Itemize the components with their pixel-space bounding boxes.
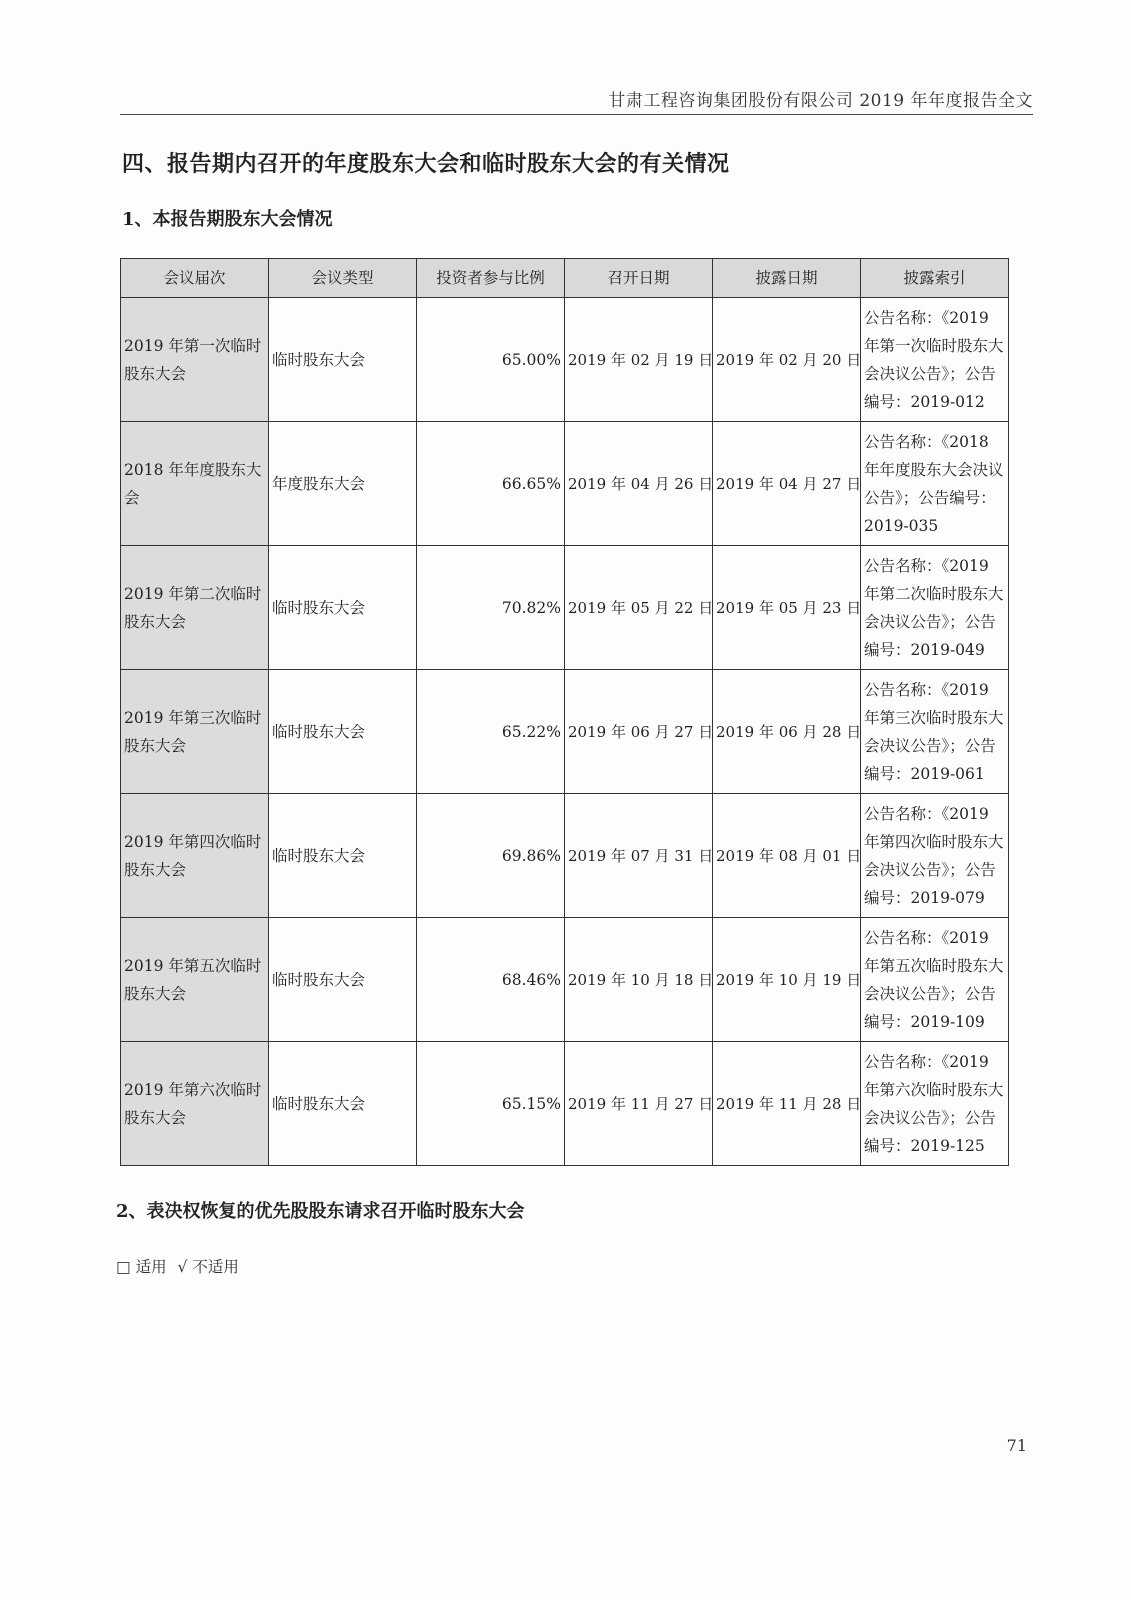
cell-ratio: 69.86% <box>417 794 565 918</box>
cell-disclosure-date: 2019 年 05 月 23 日 <box>713 546 861 670</box>
table-row <box>121 670 1009 794</box>
cell-held-date: 2019 年 05 月 22 日 <box>565 546 713 670</box>
cell-session: 2019 年第六次临时股东大会 <box>121 1042 269 1166</box>
cell-type: 年度股东大会 <box>269 422 417 546</box>
header-held-date: 召开日期 <box>565 259 713 298</box>
cell-disclosure-index: 公告名称：《2019 年第三次临时股东大会决议公告》；公告编号：2019-061 <box>861 670 1009 794</box>
option-not-applicable: √ 不适用 <box>177 1258 239 1276</box>
cell-session: 2018 年年度股东大会 <box>121 422 269 546</box>
cell-ratio: 65.00% <box>417 298 565 422</box>
header-divider <box>120 114 1033 115</box>
cell-ratio: 65.22% <box>417 670 565 794</box>
table-row <box>121 1042 1009 1166</box>
cell-disclosure-date: 2019 年 02 月 20 日 <box>713 298 861 422</box>
header-disclosure-index: 披露索引 <box>861 259 1009 298</box>
subsection-title-meetings: 1、本报告期股东大会情况 <box>122 209 333 230</box>
cell-ratio: 65.15% <box>417 1042 565 1166</box>
cell-disclosure-date: 2019 年 08 月 01 日 <box>713 794 861 918</box>
cell-disclosure-index: 公告名称：《2018 年年度股东大会决议公告》；公告编号：2019-035 <box>861 422 1009 546</box>
header-ratio: 投资者参与比例 <box>417 259 565 298</box>
table-row <box>121 422 1009 546</box>
cell-type: 临时股东大会 <box>269 298 417 422</box>
cell-session: 2019 年第三次临时股东大会 <box>121 670 269 794</box>
cell-disclosure-index: 公告名称：《2019 年第四次临时股东大会决议公告》；公告编号：2019-079 <box>861 794 1009 918</box>
cell-session: 2019 年第四次临时股东大会 <box>121 794 269 918</box>
cell-session: 2019 年第一次临时股东大会 <box>121 298 269 422</box>
cell-type: 临时股东大会 <box>269 794 417 918</box>
cell-session: 2019 年第二次临时股东大会 <box>121 546 269 670</box>
header-session: 会议届次 <box>121 259 269 298</box>
table-row <box>121 794 1009 918</box>
cell-disclosure-date: 2019 年 06 月 28 日 <box>713 670 861 794</box>
table-row <box>121 298 1009 422</box>
report-header-title: 甘肃工程咨询集团股份有限公司 2019 年年度报告全文 <box>608 91 1033 111</box>
cell-type: 临时股东大会 <box>269 918 417 1042</box>
cell-ratio: 68.46% <box>417 918 565 1042</box>
cell-held-date: 2019 年 11 月 27 日 <box>565 1042 713 1166</box>
cell-type: 临时股东大会 <box>269 670 417 794</box>
cell-disclosure-index: 公告名称：《2019 年第五次临时股东大会决议公告》；公告编号：2019-109 <box>861 918 1009 1042</box>
cell-held-date: 2019 年 06 月 27 日 <box>565 670 713 794</box>
cell-disclosure-date: 2019 年 04 月 27 日 <box>713 422 861 546</box>
cell-held-date: 2019 年 10 月 18 日 <box>565 918 713 1042</box>
header-disclosure-date: 披露日期 <box>713 259 861 298</box>
cell-held-date: 2019 年 02 月 19 日 <box>565 298 713 422</box>
cell-disclosure-date: 2019 年 10 月 19 日 <box>713 918 861 1042</box>
option-applicable: □ 适用 <box>116 1258 167 1276</box>
cell-disclosure-index: 公告名称：《2019 年第二次临时股东大会决议公告》；公告编号：2019-049 <box>861 546 1009 670</box>
header-type: 会议类型 <box>269 259 417 298</box>
table-row <box>121 546 1009 670</box>
cell-session: 2019 年第五次临时股东大会 <box>121 918 269 1042</box>
table-header-row <box>121 259 1009 298</box>
cell-type: 临时股东大会 <box>269 1042 417 1166</box>
cell-type: 临时股东大会 <box>269 546 417 670</box>
cell-disclosure-index: 公告名称：《2019 年第一次临时股东大会决议公告》；公告编号：2019-012 <box>861 298 1009 422</box>
page-number: 71 <box>1006 1436 1027 1455</box>
cell-ratio: 70.82% <box>417 546 565 670</box>
shareholder-meetings-table <box>120 258 1009 1166</box>
cell-ratio: 66.65% <box>417 422 565 546</box>
applicability-options <box>116 1255 245 1277</box>
table-row <box>121 918 1009 1042</box>
cell-disclosure-index: 公告名称：《2019 年第六次临时股东大会决议公告》；公告编号：2019-125 <box>861 1042 1009 1166</box>
cell-held-date: 2019 年 07 月 31 日 <box>565 794 713 918</box>
cell-disclosure-date: 2019 年 11 月 28 日 <box>713 1042 861 1166</box>
section-title: 四、报告期内召开的年度股东大会和临时股东大会的有关情况 <box>122 151 730 177</box>
subsection-title-preferred-shares: 2、表决权恢复的优先股股东请求召开临时股东大会 <box>116 1201 525 1222</box>
cell-held-date: 2019 年 04 月 26 日 <box>565 422 713 546</box>
